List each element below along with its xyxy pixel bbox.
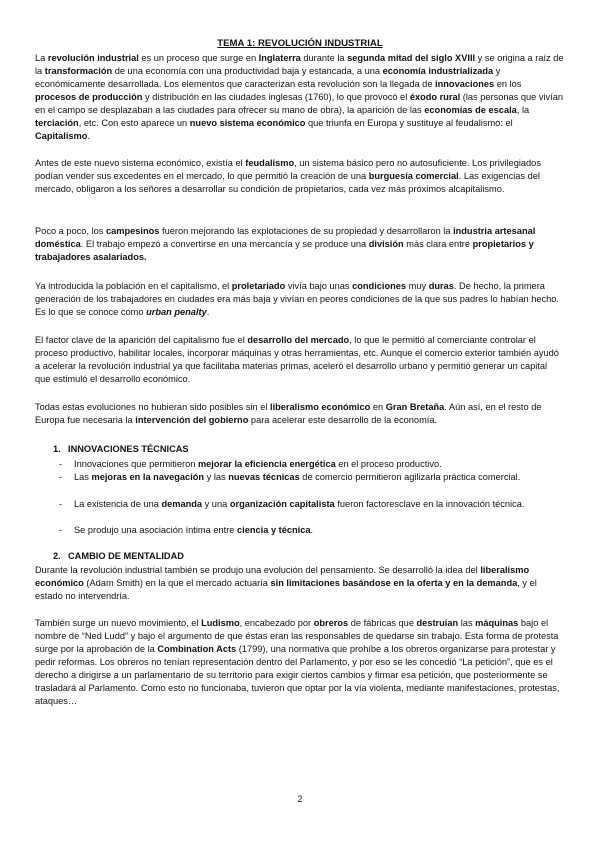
paragraph-campesinos: Poco a poco, los campesinos fueron mejorando las explotaciones de su propiedad y desarrollaron la industria artesanal doméstica. El trabajo empezó a convertirse en una mercancía y se produce una división más clara entre propietarios y trabajadores asalariados. [35, 226, 536, 262]
list-item: - Las mejoras en la navegación y las nuevas técnicas de comercio permitieron agilizarla práctica comercial. [59, 472, 521, 482]
list-item: - Se produjo una asociación íntima entre ciencia y técnica. [59, 525, 314, 535]
bullet-dash: - [59, 459, 63, 469]
section-heading-innovaciones: 1. INNOVACIONES TÉCNICAS [53, 444, 189, 454]
paragraph-ludismo: También surge un nuevo movimiento, el Ludismo, encabezado por obreros de fábricas que destruían las máquinas bajo el nombre de “Ned Ludd” y bajo el argumento de que éstas eran las responsables de quedarse sin trabajo. Esta forma de protesta surge por la aprobación de la Combination Acts (1799), una normativa que prohíbe a los obreros organizarse para protestar y pedir reformas. Los obreros no tenían representación dentro del Parlamento, y por eso se les concedió “La petición”, que es el derecho a dirigirse a un parlamentario de su territorio para exigir ciertos cambios y firmar esa petición, que posteriormente se trasladará al Parlamento. Como esto no funcionaba, tuvieron que optar por la vía violenta, mediante manifestaciones, protestas, ataques… [35, 618, 560, 706]
document-title: TEMA 1: REVOLUCIÓN INDUSTRIAL [217, 38, 383, 49]
section-heading-mentalidad: 2. CAMBIO DE MENTALIDAD [53, 551, 184, 561]
list-item: - Innovaciones que permitieron mejorar la eficiencia energética en el proceso productivo. [59, 459, 442, 469]
list-item: - La existencia de una demanda y una organización capitalista fueron factoresclave en la innovación técnica. [59, 499, 525, 509]
bullet-dash: - [59, 472, 63, 482]
bullet-dash: - [59, 525, 63, 535]
page-number: 2 [297, 794, 303, 804]
paragraph-liberalismo: Todas estas evoluciones no hubieran sido posibles sin el liberalismo económico en Gran Bretaña. Aún así, en el resto de Europa fue necesaria la intervención del gobierno para acelerar este desarrollo de la economía. [35, 402, 542, 425]
paragraph-proletariado: Ya introducida la población en el capitalismo, el proletariado vivía bajo unas condiciones muy duras. De hecho, la primera generación de los trabajadores en ciudades era más baja y vivían en peores condiciones de la que sus padres lo habían hecho. Es lo que se conoce como urban penalty. [35, 281, 559, 317]
paragraph-intro: La revolución industrial es un proceso que surge en Inglaterra durante la segunda mitad del siglo XVIII y se origina a raíz de la transformación de una economía con una productividad baja y estancada, a una economía industrializada y económicamente desarrollada. Los elementos que caracterizan esta revolución son la llegada de innovaciones en los procesos de producción y distribución en las ciudades inglesas (1760), lo que provocó el éxodo rural (las personas que vivían en el campo se desplazaban a las ciudades para ofrecer su mano de obra), la aparición de las economías de escala, la terciación, etc. Con esto aparece un nuevo sistema económico que triunfa en Europa y sustituye al feudalismo: el Capitalismo. [35, 53, 564, 141]
paragraph-feudalismo: Antes de este nuevo sistema económico, existía el feudalismo, un sistema básico pero no autosuficiente. Los privilegiados podían vender sus excedentes en el mercado, lo que permitió la creación de una burguesía comercial. Las exigencias del mercado, obligaron a los señores a desarrollar su condición de propietarios, cada vez más próximos alcapitalismo. [35, 158, 541, 194]
paragraph-mercado: El factor clave de la aparición del capitalismo fue el desarrollo del mercado, lo que le permitió al comerciante controlar el proceso productivo, habilitar locales, incorporar máquinas y otras herramientas, etc. Aunque el comercio exterior también ayudó a acelerar la revolución industrial ya que facilitaba materias primas, aceleró el desarrollo urbano y permitió generar un capital que estimuló el desarrollo económico. [35, 335, 559, 384]
paragraph-pensamiento: Durante la revolución industrial también se produjo una evolución del pensamiento. Se desarrolló la idea del liberalismo económico (Adam Smith) en la que el mercado actuaría sin limitaciones basándose en la oferta y en la demanda, y el estado no intervendría. [35, 565, 537, 601]
bullet-dash: - [59, 499, 63, 509]
